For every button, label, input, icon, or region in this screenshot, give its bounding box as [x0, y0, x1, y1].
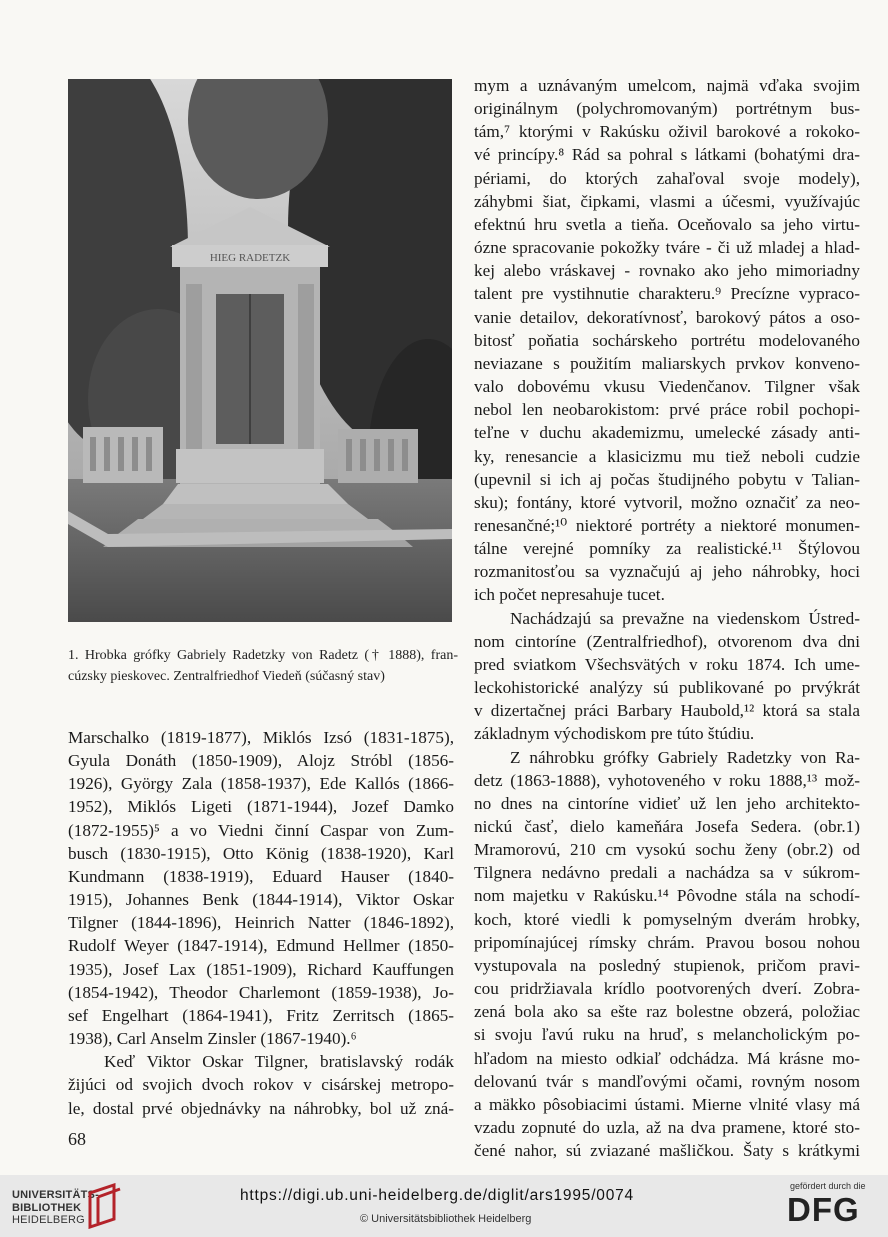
text-line: originálnym (polychromovaným) portrétnym bus- — [474, 99, 860, 119]
text-line: neviazane s použitím maliarskych prvkov konveno- — [474, 353, 860, 373]
text-line: v dizertačnej práci Barbary Haubold,¹² ktorá sa stala — [474, 701, 860, 721]
text-line: čené nahor, sú zviazané mašličkou. Šaty s krátkymi — [474, 1141, 860, 1161]
text-line: (1872-1955)⁵ a vo Viedni činní Caspar von Zum- — [68, 820, 454, 840]
text-line: cou pridržiavala krídlo pootvorených dverí. Zobra- — [474, 979, 860, 999]
text-line: delovanú tvár s mandľovými očami, rovným nosom — [474, 1071, 860, 1091]
text-line: talent pre vystihnutie charakteru.⁹ Precízne vypraco- — [474, 284, 860, 304]
tomb-illustration — [68, 79, 452, 622]
text-line: pred sviatkom Všechsvätých v roku 1874. Ich ume- — [474, 654, 860, 674]
text-line: základnym východiskom pre túto štúdiu. — [474, 724, 755, 744]
text-line: busch (1830-1915), Otto König (1838-1920), Karl — [68, 843, 454, 863]
text-line: ky, renesancie a klasicizmu mu tiež neboli cudzie — [474, 446, 860, 466]
text-line: záhybmi šiat, čipkami, vlasmi a účesmi, využívajúc — [474, 191, 860, 211]
library-name-line: BIBLIOTHEK — [12, 1201, 82, 1214]
text-line: teľne v duchu akademizmu, umelecké zásady anti- — [474, 423, 860, 443]
caption-line: 1. Hrobka grófky Gabriely Radetzky von Radetz († 1888), fran- — [68, 648, 458, 663]
text-line: 1935), Josef Lax (1851-1909), Richard Kauffungen — [68, 959, 454, 979]
copyright-notice: © Universitätsbibliothek Heidelberg — [360, 1213, 532, 1225]
text-line: leckohistorické analýzy sú publikované po prvýkrát — [474, 678, 860, 698]
page-number: 68 — [68, 1129, 86, 1149]
text-line: Tilgner (1844-1896), Heinrich Natter (1846-1892), — [68, 913, 454, 933]
text-line: bitosť poňatia sochárskeho portrétu modelovaného — [474, 330, 860, 350]
text-line: 1926), György Zala (1858-1937), Ede Kallós (1866- — [68, 774, 454, 794]
text-line: sef Engelhart (1864-1941), Fritz Zerritsch (1865- — [68, 1005, 454, 1025]
text-line: efektnú hru svetla a tieňa. Oceňovalo sa jeho virtu- — [474, 214, 860, 234]
text-line: 1915), Johannes Benk (1844-1914), Viktor Oskar — [68, 890, 454, 910]
text-line: nom cintoríne (Zentralfriedhof), otvorenom dva dni — [474, 631, 860, 651]
text-line: périami, do ktorých zahaľoval svoje modely), — [474, 168, 860, 188]
text-line: Mramorovú, 210 cm vysokú sochu ženy (obr.2) od — [474, 840, 860, 860]
text-line: detz (1863-1888), vyhotoveného v roku 1888,¹³ mož- — [474, 770, 860, 790]
text-line: renesančné;¹⁰ niektoré portréty a niektoré monumen- — [474, 515, 860, 535]
left-text-column — [68, 726, 454, 1120]
text-line: rozmanitosťou sa vyznačujú aj jeho náhrobky, hoci — [474, 562, 860, 582]
library-name-line: UNIVERSITÄTS- — [12, 1189, 99, 1201]
text-line: mym a uznávaným umelcom, najmä vďaka svojim — [474, 76, 860, 95]
text-line: tálne verejné pomníky za realistické.¹¹ Štýlovou — [474, 539, 860, 559]
text-line: Rudolf Weyer (1847-1914), Edmund Hellmer (1850- — [68, 936, 454, 956]
text-line: koch, ktoré viedli k pomyselným dverám hrobky, — [474, 909, 860, 929]
text-line: vzadu zopnuté do uzla, až na dva pramene, ktoré sto- — [474, 1118, 860, 1138]
footer-bar — [0, 1175, 888, 1237]
tomb-photograph — [68, 79, 452, 622]
text-line: nom majetku v Rakúsku.¹⁴ Pôvodne stála na schodí- — [474, 886, 860, 906]
text-line: no dnes na cintoríne vidieť už len jeho architekto- — [474, 793, 860, 813]
text-line: Keď Viktor Oskar Tilgner, bratislavský rodák — [104, 1052, 454, 1072]
caption-line: cúzsky pieskovec. Zentralfriedhof Viedeň (súčasný stav) — [68, 669, 385, 684]
funding-label: gefördert durch die — [790, 1181, 866, 1191]
tomb-inscription: HIEG RADETZK — [209, 252, 291, 264]
text-line: si svoju ľavú ruku na hruď, s melancholickým po- — [474, 1025, 860, 1045]
text-line: Z náhrobku grófky Gabriely Radetzky von Ra- — [510, 747, 860, 767]
text-line: vystupovala na posledný stupienok, pričom pravi- — [474, 955, 860, 975]
text-line: Kundmann (1838-1919), Eduard Hauser (1840- — [68, 866, 454, 886]
text-line: (upevnil si ich aj počas študijného pobytu v Talian- — [474, 469, 860, 489]
text-line: tám,⁷ ktorými v Rakúsku oživil barokové a rokoko- — [474, 122, 860, 142]
text-line: Marschalko (1819-1877), Miklós Izsó (1831-1875), — [68, 728, 454, 747]
text-line: kej alebo vráskavej - rovnako ako jeho mimoriadny — [474, 261, 860, 281]
text-line: nebol len neobarokistom: prvé práce robil pochopi- — [474, 400, 860, 420]
text-line: ózne spracovanie pokožky tváre - či už mladej a hlad- — [474, 238, 860, 258]
text-line: zená bola ako sa ešte raz bolestne obzerá, položiac — [474, 1002, 860, 1022]
text-line: valo dobovému vkusu Viedenčanov. Tilgner však — [474, 377, 860, 397]
text-line: 1952), Miklós Ligeti (1871-1944), Jozef Damko — [68, 797, 454, 817]
text-line: a mäkko pôsobiacimi ústami. Mierne vlnité vlasy má — [474, 1094, 860, 1114]
text-line: sku); fontány, ktoré vytvoril, možno označiť za neo- — [474, 492, 860, 512]
text-line: pripomínajúcej rímsky chrám. Pravou bosou nohou — [474, 932, 860, 952]
text-line: (1854-1942), Theodor Charlemont (1859-1938), Jo- — [68, 982, 454, 1002]
permalink-url[interactable]: https://digi.ub.uni-heidelberg.de/diglit/ars1995/0074 — [240, 1187, 634, 1204]
library-name-line: HEIDELBERG — [12, 1214, 85, 1226]
text-line: le, dostal prvé objednávky na náhrobky, bol už zná- — [68, 1098, 454, 1118]
text-line: nickú časť, dielo kameňára Josefa Sedera. (obr.1) — [474, 817, 860, 836]
text-line: hľadom na miesto odkiaľ odchádza. Má krásne mo- — [474, 1048, 860, 1068]
text-line: ich počet nepresahuje tucet. — [474, 585, 665, 605]
text-line: Tilgnera nedávno predali a nachádza sa v súkrom- — [474, 863, 860, 883]
figure-caption — [68, 645, 458, 687]
dfg-logo: DFG — [787, 1191, 860, 1228]
text-line: Nachádzajú sa prevažne na viedenskom Ústred- — [510, 608, 860, 628]
text-line: vanie detailov, dekoratívnosť, barokový pátos a oso- — [474, 307, 860, 327]
text-line: 1938), Carl Anselm Zinsler (1867-1940).⁶ — [68, 1029, 357, 1049]
text-line: žijúci od svojich dvoch rokov v cisárskej metropo- — [68, 1075, 454, 1095]
text-line: vé princípy.⁸ Rád sa pohral s látkami (bohatými dra- — [474, 145, 860, 165]
text-line: Gyula Donáth (1850-1909), Alojz Stróbl (1856- — [68, 751, 454, 771]
right-text-column — [474, 74, 860, 1162]
library-logo-icon — [84, 1183, 124, 1229]
